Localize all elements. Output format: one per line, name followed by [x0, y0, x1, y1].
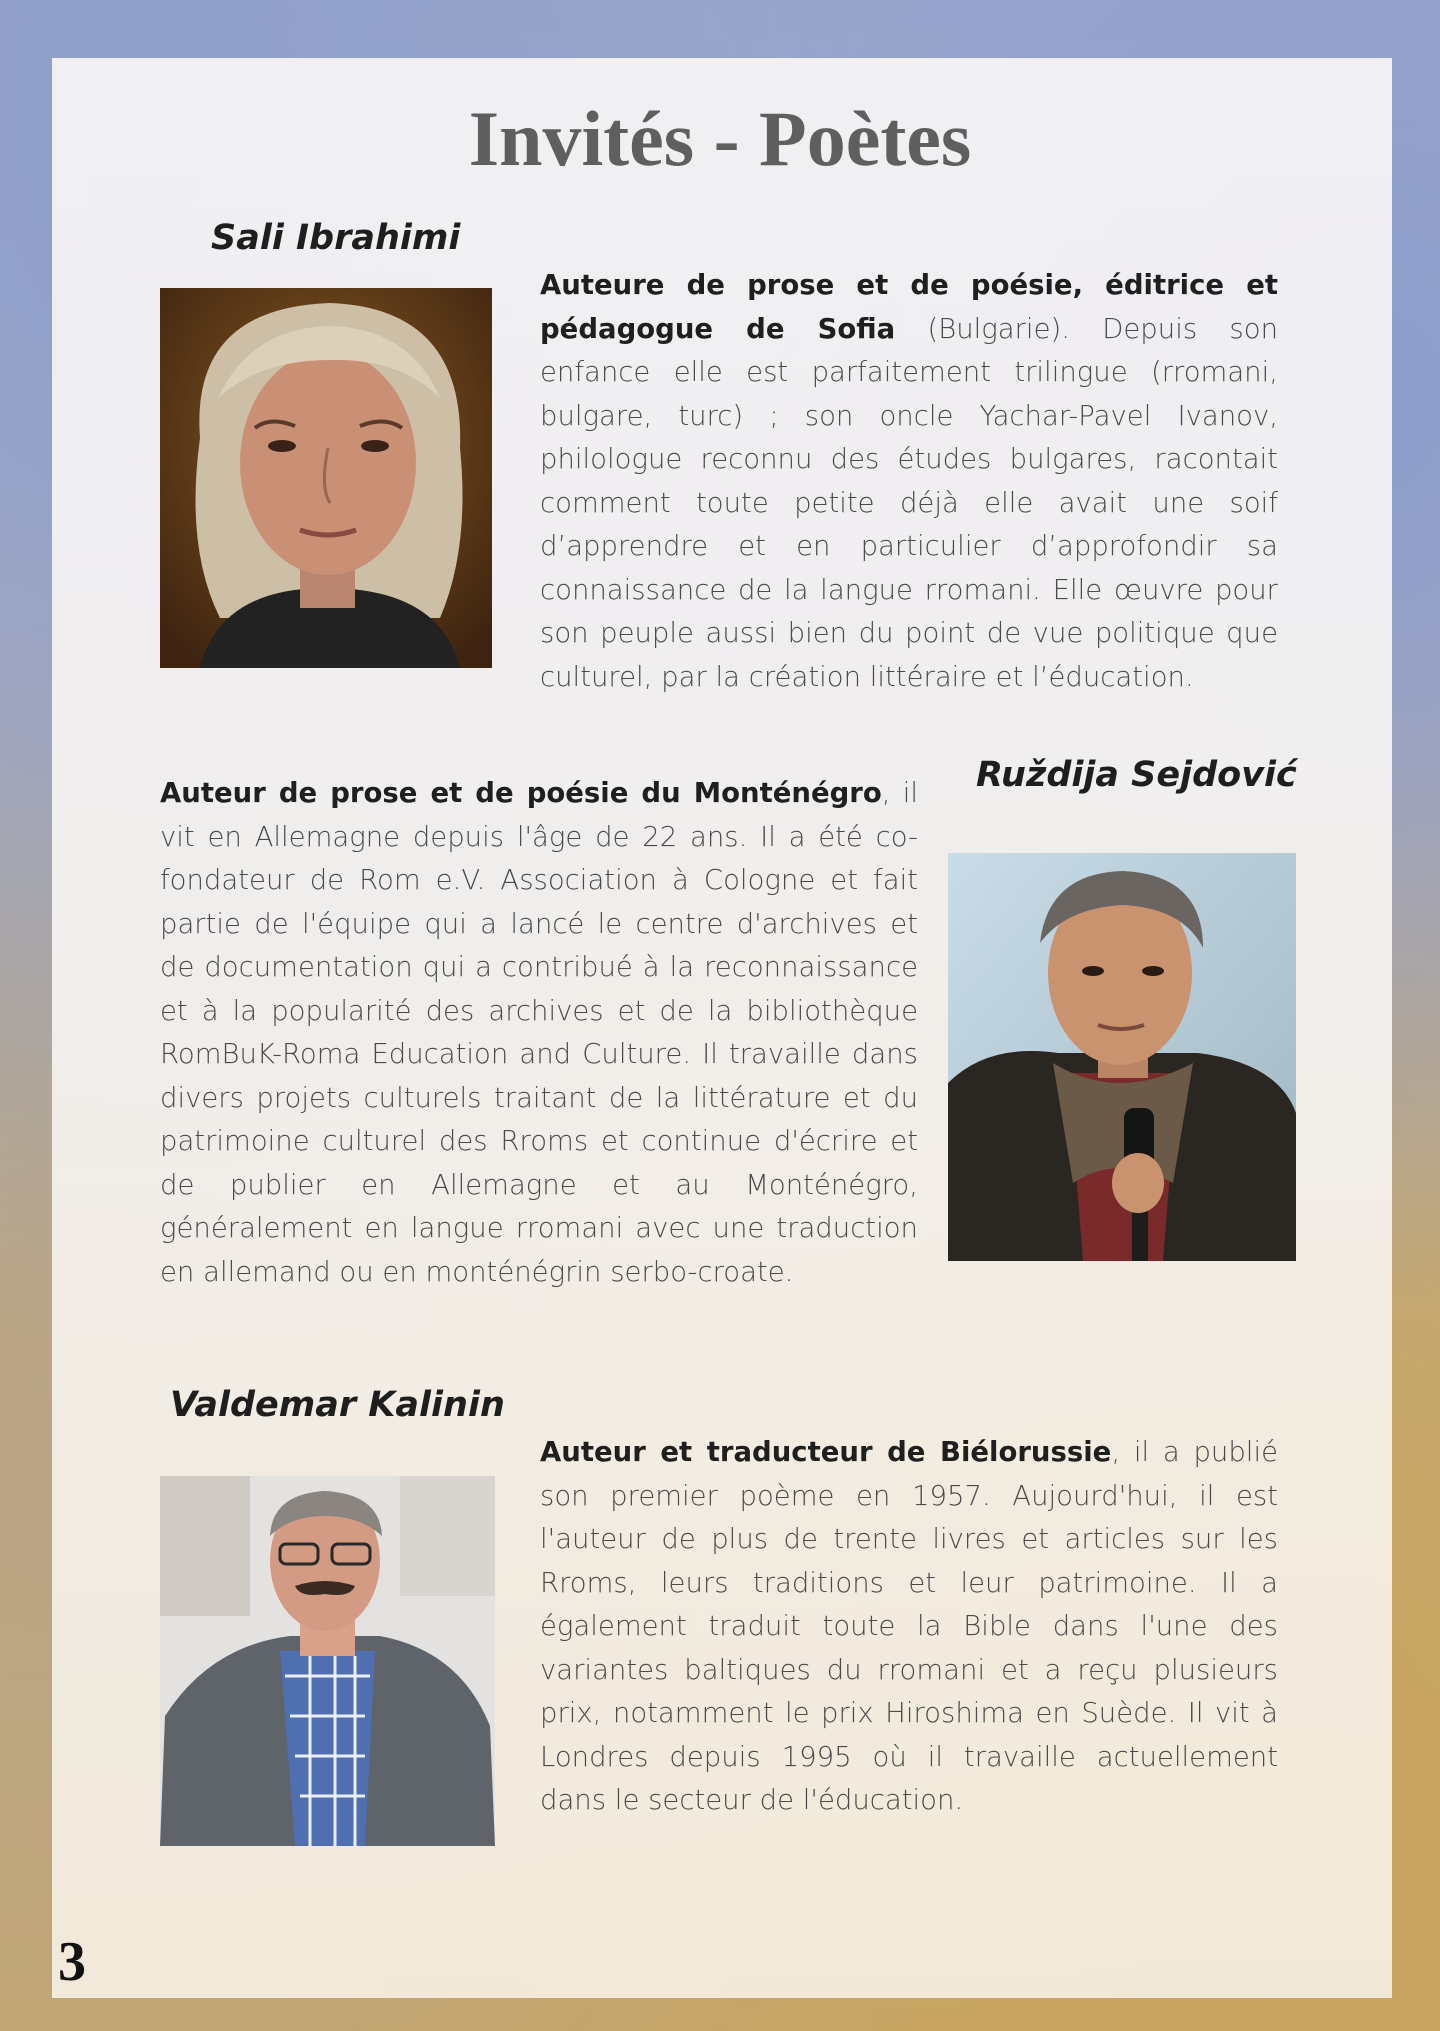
guest-bio-text: (Bulgarie). Depuis son enfance elle est parfaitement trilingue (rromani, bulgare, turc) ; son oncle Yachar-Pavel Ivanov, philologue reconnu des études bulgares, racontait comment toute petite déjà elle avait une soif d’apprendre et en particulier d’approfondir sa connaissance de la langue rromani. Elle œuvre pour son peuple aussi bien du point de vue politique que culturel, par la création littéraire et l’éducation. [540, 312, 1278, 693]
guest-bio-lead: Auteure de prose et de poésie, éditrice et pédagogue de Sofia [540, 269, 1278, 345]
guest-bio-ruzdija-sejdovic [160, 772, 918, 1294]
portrait-valdemar-kalinin [160, 1476, 495, 1846]
guest-bio-lead: Auteur de prose et de poésie du Monténégro [160, 777, 882, 809]
guest-bio-text: , il a publié son premier poème en 1957. Aujourd'hui, il est l'auteur de plus de trente livres et articles sur les Rroms, leurs traditions et leur patrimoine. Il a également traduit toute la Bible dans l'une des variantes baltiques du rromani et a reçu plusieurs prix, notamment le prix Hiroshima en Suède. Il vit à Londres depuis 1995 où il travaille actuellement dans le secteur de l'éducation. [540, 1436, 1279, 1816]
portrait-ruzdija-sejdovic [948, 853, 1296, 1261]
page-number: 3 [58, 1931, 86, 1993]
guest-name-ruzdija-sejdovic: Ruždija Sejdović [976, 755, 1297, 795]
guest-name-valdemar-kalinin: Valdemar Kalinin [170, 1385, 505, 1425]
guest-bio-text: , il vit en Allemagne depuis l'âge de 22 ans. Il a été co-fondateur de Rom e.V. Association à Cologne et fait partie de l'équipe qui a lancé le centre d'archives et de documentation qui a contribué à la reconnaissance et à la popularité des archives et de la bibliothèque RomBuK-Roma Education and Culture. Il travaille dans divers projets culturels traitant de la littérature et du patrimoine culturel des Rroms et continue d'écrire et de publier en Allemagne et au Monténégro, généralement en langue rromani avec une traduction en allemand ou en monténégrin serbo-croate. [160, 777, 918, 1288]
guest-name-sali-ibrahimi: Sali Ibrahimi [211, 218, 461, 258]
guest-bio-lead: Auteur et traducteur de Biélorussie [540, 1436, 1112, 1468]
guest-bio-valdemar-kalinin [540, 1431, 1278, 1823]
guest-bio-sali-ibrahimi [540, 264, 1278, 699]
page-title: Invités - Poètes [468, 95, 972, 182]
portrait-sali-ibrahimi [160, 288, 492, 668]
